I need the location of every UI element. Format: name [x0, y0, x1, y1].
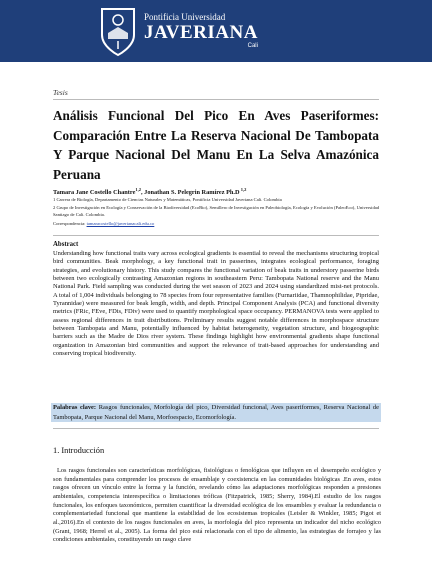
author-affiliation-marker: 1,2 — [239, 187, 247, 192]
author-separator: , — [141, 189, 145, 197]
author-name: Jonathan S. Pelegrin Ramírez Ph.D — [144, 189, 240, 197]
paper-title: Análisis Funcional Del Pico En Aves Paseriformes: Comparación Entre La Reserva Nacional De Tambopata Y Parque Nacional Del Manu En La Selva Amazónica Peruana — [53, 108, 379, 182]
affiliation-text: Carrera de Biología, Departamento de Ciencias Naturales y Matemáticas, Pontificia Universidad Javeriana Cali. Colombia — [56, 197, 282, 202]
keywords-text: Rasgos funcionales, Morfología del pico, Diversidad funcional, Aves paseriformes, Reserva Nacional de Tambopata, Parque Nacional del Manu, Morfoespacio, Ecomorfología. — [53, 404, 380, 421]
university-logo[interactable] — [96, 3, 258, 59]
affiliation-number: 1 — [53, 197, 56, 202]
keywords-label: Palabras clave: — [53, 404, 97, 411]
affiliation-1 — [53, 197, 383, 204]
logo-line-3: Cali — [247, 43, 258, 49]
author-list — [53, 187, 246, 196]
logo-wordmark — [144, 13, 258, 49]
abstract-heading: Abstract — [53, 241, 79, 248]
document-type: Tesis — [53, 88, 68, 97]
introduction-text: Los rasgos funcionales son características morfológicas, fisiológicas o fenológicas que influyen en el desempeño ecológico y son fundamentales para comprender los procesos de ensamblaje y coexistencia en las comunidades biológicas .En aves, estos rasgos ofrecen un vínculo entre la forma y la función, revelando cómo las adaptaciones morfológicas responden a presiones ambientales, competencia interespecífica o limitaciones tróficas (Fitzpatrick, 1985; Sherry, 1984).El estudio de los rasgos funcionales, los enfoques taxonómicos, permiten cuantificar la diversidad ecológica de los ensambles y evaluar la redundancia o complementariedad funcional que mantiene la estabilidad de los ecosistemas tropicales (Leisler & Winkler, 1985; Pigot et al.,2016).En el contexto de los rasgos funcionales en aves, la morfología del pico representa un indicador del nicho ecológico (Grant, 1968; Herrel et al., 2005). La forma del pico está relacionada con el tipo de alimento, las estrategias de forrajeo y las condiciones ambientales, constituyendo un rasgo clave — [53, 467, 381, 544]
top-divider — [53, 99, 379, 100]
affiliation-number: 2 — [53, 205, 56, 210]
header-band — [0, 0, 432, 62]
section-heading-introduction: 1. Introducción — [53, 446, 105, 455]
author-affiliation-marker: 1,2 — [135, 187, 142, 192]
affiliation-text: Grupo de Investigación en Ecología y Conservación de la Biodiversidad (EcoBio), Semillero de Investigación en Paleobiología, Ecología y Evolución (PaleoEco), Universidad Santiago de Cali. Colombia. — [53, 205, 380, 217]
abstract-divider — [53, 235, 379, 236]
correspondence — [53, 221, 383, 228]
logo-line-1: Pontificia Universidad — [144, 12, 226, 22]
affiliation-2 — [53, 205, 383, 218]
shield-crest-icon — [96, 5, 140, 57]
keywords-block — [51, 403, 381, 422]
abstract-text: Understanding how functional traits vary across ecological gradients is essential to reveal the mechanisms structuring tropical bird communities. Beak morphology, a key functional trait in passerines, integrates ecological performance, foraging strategies, and evolutionary history. This study compares the functional variation of beak traits in understory passerine birds between two ecologically contrasting Amazonian regions in southeastern Peru: Tambopata National reserve and the Manu National Park. Field sampling was conducted during the wet season of 2023 and 2024 using standardized mist-net protocols. A total of 1,004 individuals belonging to 78 species from four representative families (Furnariidae, Thamnophilidae, Pipridae, Tyrannidae) were measured for beak length, width, and depth. Principal Component Analysis (PCA) and functional diversity metrics (FRic, FEve, FDis, FDiv) were used to quantify morphological space occupancy. PERMANOVA tests were applied to assess regional differences in trait distributions. Preliminary results suggest notable differences in morphospace structure between Tambopata and Manu, potentially influenced by habitat heterogeneity, vegetation structure, and biogeographic barriers such as the Madre de Dios river system. These findings highlight how environmental gradients shape functional organization in Amazonian bird communities and support the relevance of trait-based approaches for understanding and conserving tropical biodiversity. — [53, 250, 379, 358]
section-divider — [53, 428, 379, 429]
logo-line-2: JAVERIANA — [144, 22, 258, 43]
author-name: Tamara Jane Costello Chantre — [53, 189, 136, 197]
correspondence-label: Correspondencia: — [53, 221, 87, 226]
correspondence-email-link[interactable]: tamaracostello@javerianacali.edu.co — [86, 221, 155, 226]
